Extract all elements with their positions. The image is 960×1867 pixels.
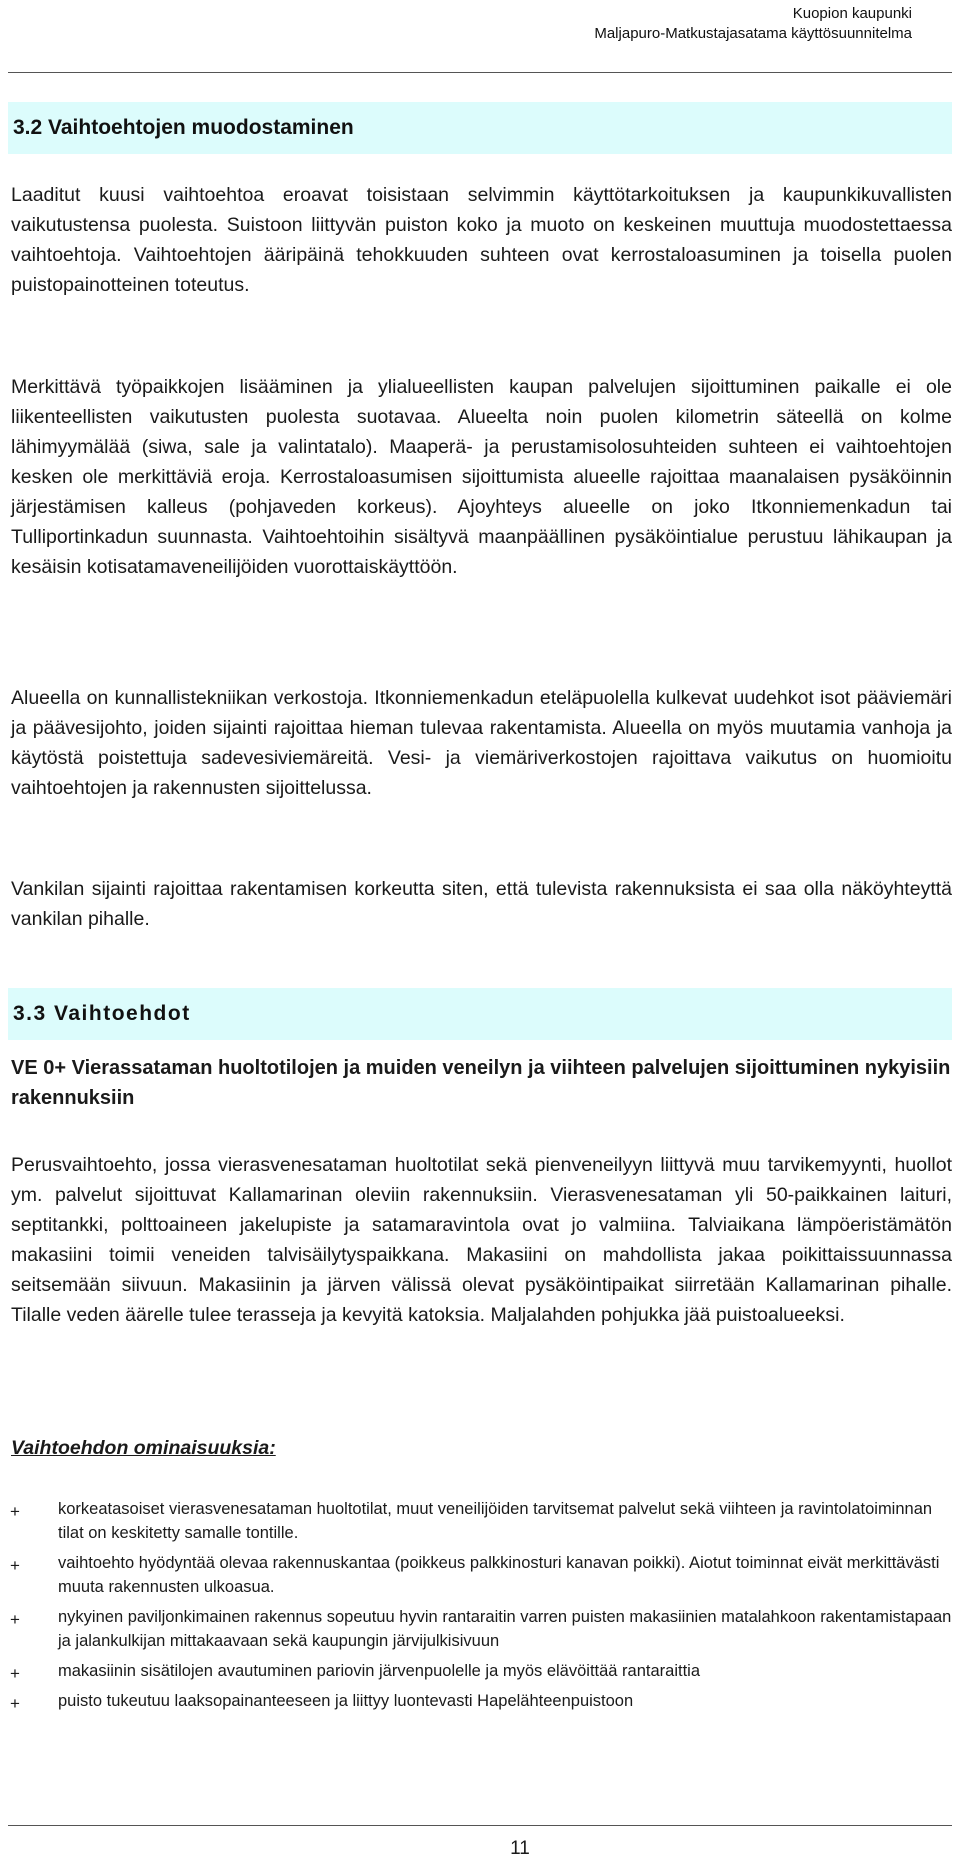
plus-icon: + xyxy=(10,1556,20,1575)
list-item-text: vaihtoehto hyödyntää olevaa rakennuskantaa (poikkeus palkkinosturi kanavan poikki). Aiotut toiminnat eivät merkittävästi muuta rakennusten ulkoasua. xyxy=(58,1554,940,1596)
header-document-title: Maljapuro-Matkustajasatama käyttösuunnitelma xyxy=(594,25,912,42)
header-divider xyxy=(8,72,952,73)
list-item xyxy=(8,1659,952,1683)
subsection-heading-ve0: VE 0+ Vierassataman huoltotilojen ja muiden veneilyn ja viihteen palvelujen sijoittuminen nykyisiin rakennuksiin xyxy=(11,1057,951,1109)
list-item xyxy=(8,1497,952,1545)
plus-icon: + xyxy=(10,1694,20,1713)
list-item xyxy=(8,1551,952,1599)
plus-icon: + xyxy=(10,1664,20,1683)
footer-divider xyxy=(8,1825,952,1826)
header-organization: Kuopion kaupunki xyxy=(792,5,912,22)
list-item-text: makasiinin sisätilojen avautuminen pariovin järvenpuolelle ja myös elävöittää rantaraittia xyxy=(58,1662,701,1680)
plus-icon: + xyxy=(10,1610,20,1629)
features-heading: Vaihtoehdon ominaisuuksia: xyxy=(11,1437,276,1459)
section-heading-3-2: 3.2 Vaihtoehtojen muodostaminen xyxy=(8,102,952,154)
paragraph: Perusvaihtoehto, jossa vierasvenesataman huoltotilat sekä pienveneilyyn liittyvä muu tarvikemyynti, huollot ym. palvelut sijoittuvat Kallamarinan oleviin rakennuksiin. Vierasvenesataman yli 50-paikkainen laituri, septitankki, polttoaineen jakelupiste ja satamaravintola ovat jo valmiina. Talviaikana lämpöeristämätön makasiini toimii veneiden talvisäilytyspaikkana. Makasiini on mahdollista jakaa poikittaissuunnassa seitsemään siivuun. Makasiinin ja järven välissä olevat pysäköintipaikat siirretään Kallamarinan pihalle. Tilalle veden äärelle tulee terasseja ja kevyitä katoksia. Maljalahden pohjukka jää puistoalueeksi. xyxy=(11,1154,952,1326)
page-header xyxy=(594,4,912,44)
list-item xyxy=(8,1605,952,1653)
section-heading-3-3: 3.3 Vaihtoehdot xyxy=(8,988,952,1040)
list-item-text: korkeatasoiset vierasvenesataman huoltotilat, muut veneilijöiden tarvitsemat palvelut sekä viihteen ja ravintolatoiminnan tilat on keskitetty samalle tontille. xyxy=(58,1500,933,1542)
plus-icon: + xyxy=(10,1502,20,1521)
paragraph: Laaditut kuusi vaihtoehtoa eroavat toisistaan selvimmin käyttötarkoituksen ja kaupunkikuvallisten vaikutustensa puolesta. Suistoon liittyvän puiston koko ja muoto on keskeinen muuttuja muodostettaessa vaihtoehtoja. Vaihtoehtojen ääripäinä tehokkuuden suhteen ovat kerrostaloasuminen ja toisella puolen puistopainotteinen toteutus. xyxy=(11,184,952,296)
list-item-text: puisto tukeutuu laaksopainanteeseen ja liittyy luontevasti Hapelähteenpuistoon xyxy=(58,1692,634,1710)
paragraph: Vankilan sijainti rajoittaa rakentamisen korkeutta siten, että tulevista rakennuksista ei saa olla näköyhteyttä vankilan pihalle. xyxy=(11,878,952,930)
list-item-text: nykyinen paviljonkimainen rakennus sopeutuu hyvin rantaraitin varren puisten makasiinien matalahkoon rakentamistapaan ja jalankulkijan mittakaavaan sekä kaupungin järvijulkisivuun xyxy=(58,1608,952,1650)
page-number: 11 xyxy=(510,1838,530,1859)
list-item xyxy=(8,1689,952,1713)
paragraph: Alueella on kunnallistekniikan verkostoja. Itkonniemenkadun eteläpuolella kulkevat uudehkot isot pääviemäri ja päävesijohto, joiden sijainti rajoittaa hieman tulevaa rakentamista. Alueella on myös muutamia vanhoja ja käytöstä poistettuja sadevesiviemäreitä. Vesi- ja viemäriverkostojen rajoittava vaikutus on huomioitu vaihtoehtojen ja rakennusten sijoittelussa. xyxy=(11,687,952,799)
paragraph: Merkittävä työpaikkojen lisääminen ja ylialueellisten kaupan palvelujen sijoittuminen paikalle ei ole liikenteellisten vaikutusten puolesta suotavaa. Alueelta noin puolen kilometrin säteellä on kolme lähimyymälää (siwa, sale ja valintatalo). Maaperä- ja perustamisolosuhteiden suhteen ei vaihtoehtojen kesken ole merkittäviä eroja. Kerrostaloasumisen sijoittumista alueelle rajoittaa maanalaisen pysäköinnin järjestämisen kalleus (pohjaveden korkeus). Ajoyhteys alueelle on joko Itkonniemenkadun tai Tulliportinkadun suunnasta. Vaihtoehtoihin sisältyvä maanpäällinen pysäköintialue perustuu lähikaupan ja kesäisin kotisatamaveneilijöiden vuorottaiskäyttöön. xyxy=(11,376,952,578)
features-list xyxy=(8,1497,952,1719)
